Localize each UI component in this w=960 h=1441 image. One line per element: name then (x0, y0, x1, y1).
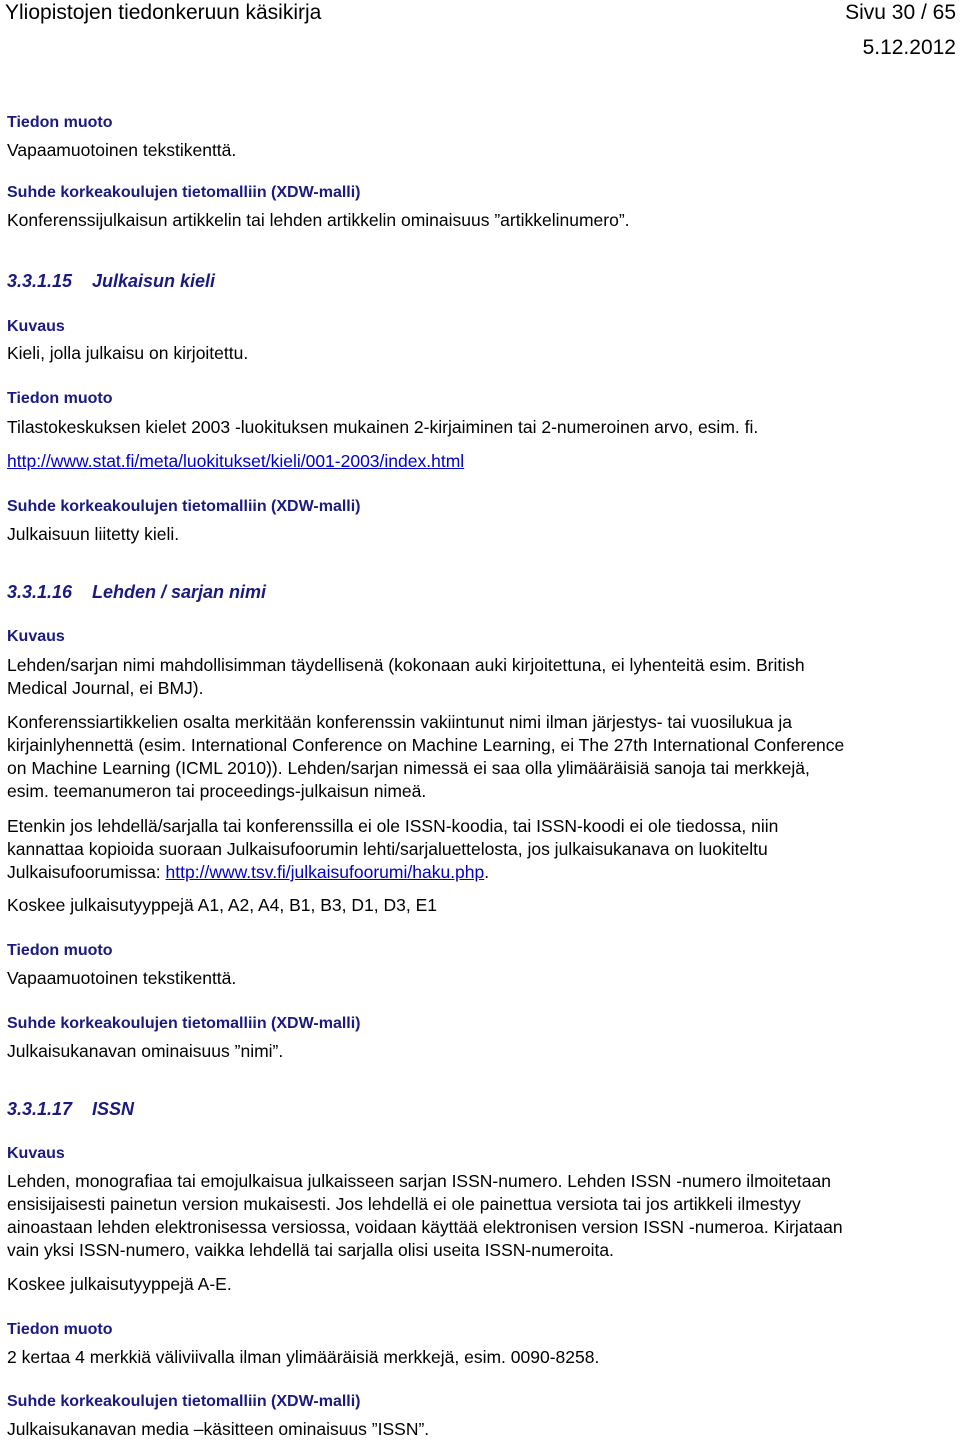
paragraph-line: Lehden/sarjan nimi mahdollisimman täydellisenä (kokonaan auki kirjoitettuna, ei lyhenteitä esim. British (7, 655, 805, 675)
paragraph-line: Konferenssiartikkelien osalta merkitään konferenssin vakiintunut nimi ilman järjestys- tai vuosilukua ja (7, 712, 792, 732)
paragraph-line (7, 861, 955, 884)
conference-paragraph (7, 711, 955, 803)
language-classification-link[interactable]: http://www.stat.fi/meta/luokitukset/kieli/001-2003/index.html (7, 451, 465, 471)
section-title: Julkaisun kieli (92, 271, 216, 291)
paragraph-line: esim. teemanumeron tai proceedings-julkaisun nimeä. (7, 781, 427, 801)
paragraph-line: Lehden, monografiaa tai emojulkaisua julkaisseen sarjan ISSN-numero. Lehden ISSN -numero ilmoitetaan (7, 1171, 831, 1191)
paragraph-line: on Machine Learning (ICML 2010)). Lehden/sarjan nimessä ei saa olla ylimääräisiä sanoja tai merkkejä, (7, 758, 810, 778)
format-label: Tiedon muoto (7, 390, 113, 407)
relation-text: Julkaisukanavan media –käsitteen ominaisuus ”ISSN”. (7, 1419, 430, 1439)
relation-label: Suhde korkeakoulujen tietomalliin (XDW-malli) (7, 184, 361, 201)
description-paragraph (7, 654, 955, 700)
format-label: Tiedon muoto (7, 114, 113, 131)
format-label: Tiedon muoto (7, 1321, 113, 1338)
relation-label: Suhde korkeakoulujen tietomalliin (XDW-malli) (7, 498, 361, 515)
paragraph-line: Medical Journal, ei BMJ). (7, 678, 204, 698)
relation-text: Konferenssijulkaisun artikkelin tai lehden artikkelin ominaisuus ”artikkelinumero”. (7, 210, 630, 230)
section-number: 3.3.1.17 (7, 1099, 73, 1119)
document-date: 5.12.2012 (862, 36, 956, 59)
julkaisufoorumi-link[interactable]: http://www.tsv.fi/julkaisufoorumi/haku.php (165, 862, 485, 882)
applies-text: Koskee julkaisutyyppejä A-E. (7, 1274, 232, 1294)
section-number: 3.3.1.16 (7, 582, 73, 602)
page-number: Sivu 30 / 65 (845, 1, 956, 24)
description-label: Kuvaus (7, 628, 65, 645)
section-title: Lehden / sarjan nimi (92, 582, 267, 602)
relation-text: Julkaisukanavan ominaisuus ”nimi”. (7, 1041, 284, 1061)
paragraph-text: Julkaisufoorumissa: (7, 862, 166, 882)
paragraph-line: kirjainlyhennettä (esim. International Conference on Machine Learning, ei The 27th International Conference (7, 735, 845, 755)
format-text: Vapaamuotoinen tekstikenttä. (7, 968, 237, 988)
relation-text: Julkaisuun liitetty kieli. (7, 524, 180, 544)
description-label: Kuvaus (7, 1145, 65, 1162)
paragraph-line: kannattaa kopioida suoraan Julkaisufoorumin lehti/sarjaluettelosta, jos julkaisukanava on luokiteltu (7, 839, 768, 859)
section-title: ISSN (92, 1099, 135, 1119)
format-label: Tiedon muoto (7, 942, 113, 959)
format-text: Tilastokeskuksen kielet 2003 -luokituksen mukainen 2-kirjaiminen tai 2-numeroinen arvo, esim. fi. (7, 417, 759, 437)
section-number: 3.3.1.15 (7, 271, 73, 291)
applies-text: Koskee julkaisutyyppejä A1, A2, A4, B1, B3, D1, D3, E1 (7, 895, 437, 915)
description-paragraph (7, 1170, 955, 1262)
paragraph-line: ensisijaisesti painetun version mukaisesti. Jos lehdellä ei ole painettua versiota tai jos artikkeli ilmestyy (7, 1194, 801, 1214)
issn-paragraph (7, 815, 955, 884)
paragraph-text: . (484, 862, 490, 882)
paragraph-line: Etenkin jos lehdellä/sarjalla tai konferenssilla ei ole ISSN-koodia, tai ISSN-koodi ei ole tiedossa, niin (7, 816, 779, 836)
document-title: Yliopistojen tiedonkeruun käsikirja (5, 1, 322, 24)
description-label: Kuvaus (7, 318, 65, 335)
relation-label: Suhde korkeakoulujen tietomalliin (XDW-malli) (7, 1393, 361, 1410)
format-text: 2 kertaa 4 merkkiä väliviivalla ilman ylimääräisiä merkkejä, esim. 0090-8258. (7, 1347, 600, 1367)
description-text: Kieli, jolla julkaisu on kirjoitettu. (7, 343, 249, 363)
paragraph-line: ainoastaan lehden elektronisessa versiossa, voidaan käyttää elektronisen version ISSN -numeroa. Kirjataan (7, 1217, 843, 1237)
relation-label: Suhde korkeakoulujen tietomalliin (XDW-malli) (7, 1015, 361, 1032)
format-text: Vapaamuotoinen tekstikenttä. (7, 140, 237, 160)
paragraph-line: vain yksi ISSN-numero, vaikka lehdellä tai sarjalla olisi useita ISSN-numeroita. (7, 1240, 614, 1260)
